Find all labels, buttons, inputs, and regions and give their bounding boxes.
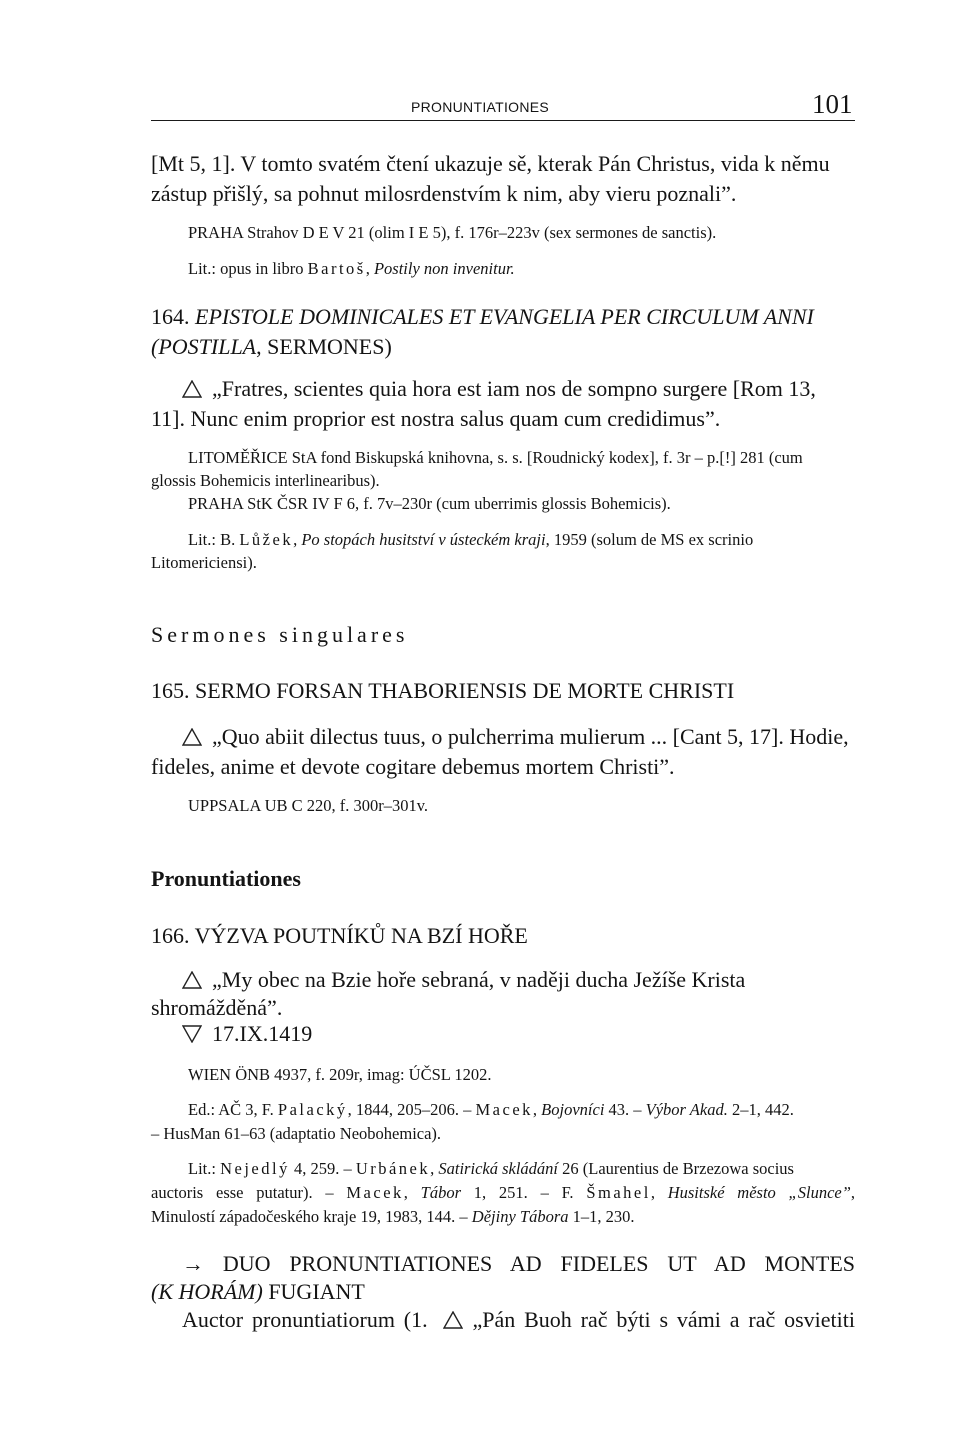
incipit-triangle-icon (443, 1311, 463, 1329)
ed-text: 2–1, 442. (727, 1100, 794, 1119)
cross-ref-text (182, 1306, 855, 1333)
entry-166-incipit-1 (182, 966, 855, 993)
incipit-text: „Fratres, scientes quia hora est iam nos de sompno surgere [Rom 13, (212, 376, 816, 401)
running-title: PRONUNTIATIONES (411, 99, 550, 115)
title-italic: (POSTILLA (151, 334, 257, 359)
intro-line-2: zástup přišlý, sa pohnut milosrdenstvím k nim, aby vieru poznali”. (151, 181, 737, 206)
ed-text: Ed.: AČ 3, F. (188, 1100, 278, 1119)
entry-164-ms-1: LITOMĚŘICE StA fond Biskupská knihovna, s. s. [Roudnický kodex], f. 3r – p.[!] 281 (cum (188, 448, 803, 467)
lit-text: , (430, 1159, 439, 1178)
lit-author: Macek (346, 1183, 404, 1202)
title-rest: FUGIANT (262, 1279, 365, 1304)
entry-166-edition-2: – HusMan 61–63 (adaptatio Neobohemica). (151, 1124, 442, 1143)
explicit-triangle-down-icon (182, 1025, 202, 1043)
lit-text: auctoris esse putatur). – (151, 1183, 347, 1202)
lit-work: Dějiny Tábora (471, 1207, 569, 1226)
lit-author: Lůžek (239, 530, 294, 549)
lit-work: Husitské město „Slunce” (667, 1183, 851, 1202)
cross-ref-text-b: „Pán Buoh rač býti s vámi a rač osvietiti (472, 1307, 855, 1332)
title-italic: (K HORÁM) (151, 1279, 263, 1304)
entry-165-incipit-2: fideles, anime et devote cogitare debemus mortem Christi”. (151, 754, 675, 779)
entry-number: 165. (151, 678, 190, 703)
entry-166-literature-3 (151, 1206, 855, 1228)
entry-165-title (151, 677, 855, 704)
date-text: 17.IX.1419 (212, 1021, 313, 1046)
ed-author: Palacký (277, 1100, 348, 1119)
ed-text: , (532, 1100, 542, 1119)
entry-164-title (151, 303, 855, 330)
entry-166-edition-1 (188, 1099, 855, 1121)
incipit-text: „Quo abiit dilectus tuus, o pulcherrima mulierum ... [Cant 5, 17]. Hodie, (212, 724, 849, 749)
lit-work: Po stopách husitství v ústeckém kraji (301, 530, 546, 549)
cross-ref-title-2 (151, 1278, 855, 1305)
entry-title-line-1: EPISTOLE DOMINICALES ET EVANGELIA PER CIRCULUM ANNI (195, 304, 814, 329)
entry-164-ms-3: PRAHA StK ČSR IV F 6, f. 7v–230r (cum uberrimis glossis Bohemicis). (188, 494, 671, 513)
entry-title: SERMO FORSAN THABORIENSIS DE MORTE CHRISTI (195, 678, 735, 703)
cross-ref-title-1 (182, 1250, 855, 1277)
lit-text: , (650, 1183, 668, 1202)
cross-ref-title: DUO PRONUNTIATIONES AD FIDELES UT AD MONTES (222, 1251, 856, 1276)
lit-text: Lit.: (188, 1159, 221, 1178)
lit-author: Šmahel (586, 1183, 651, 1202)
entry-164-literature-2: Litomericiensi). (151, 553, 257, 572)
incipit-triangle-icon (182, 971, 202, 989)
entry-164-title-2 (151, 333, 855, 360)
entry-165-ms: UPPSALA UB C 220, f. 300r–301v. (188, 796, 429, 815)
entry-164-ms-2: glossis Bohemicis interlinearibus). (151, 471, 380, 490)
entry-number: 166. (151, 923, 190, 948)
ed-text: 43. – (604, 1100, 646, 1119)
lit-work: Satirická skládání (438, 1159, 558, 1178)
lit-text: , (403, 1183, 421, 1202)
entry-165-incipit-1 (182, 723, 855, 750)
entry-166-ms: WIEN ÖNB 4937, f. 209r, imag: ÚČSL 1202. (188, 1065, 492, 1084)
header-rule (151, 120, 855, 121)
lit-work: Tábor (420, 1183, 462, 1202)
lit-author: Bartoš (307, 259, 366, 278)
ed-author: Macek (475, 1100, 533, 1119)
lit-text: Minulostí západočeského kraje 19, 1983, 144. – (151, 1207, 472, 1226)
cross-ref-arrow-icon: → (182, 1251, 204, 1276)
lit-text: , (850, 1183, 856, 1202)
entry-166-literature-1 (188, 1158, 855, 1180)
entry-166-incipit-2: shromážděná”. (151, 995, 283, 1020)
section-heading-singulares: Sermones singulares (151, 622, 409, 647)
lit-text: 4, 259. – (289, 1159, 356, 1178)
lit-text: 1–1, 230. (568, 1207, 635, 1226)
incipit-text: „My obec na Bzie hoře sebraná, v naději ducha Ježíše Krista (212, 967, 746, 992)
intro-line-1: [Mt 5, 1]. V tomto svatém čtení ukazuje sě, kterak Pán Christus, vida k němu (151, 151, 830, 176)
ed-work: Výbor Akad. (645, 1100, 728, 1119)
title-rest: , SERMONES) (256, 334, 392, 359)
section-heading-pronuntiationes: Pronuntiationes (151, 866, 301, 891)
intro-literature: Lit.: opus in libro Bartoš, Postily non invenitur. (188, 259, 515, 278)
lit-work: Postily non invenitur. (373, 259, 515, 278)
lit-author: Nejedlý (220, 1159, 290, 1178)
lit-prefix: Lit.: B. (188, 530, 240, 549)
entry-166-date (182, 1020, 855, 1047)
lit-prefix: Lit.: opus in libro (188, 259, 308, 278)
lit-text: 1, 251. – F. (461, 1183, 587, 1202)
entry-164-incipit-1 (182, 375, 855, 402)
page-number: 101 (812, 89, 853, 119)
intro-manuscript: PRAHA Strahov D E V 21 (olim I E 5), f. 176r–223v (sex sermones de sanctis). (188, 223, 717, 242)
cross-ref-text-a: Auctor pronuntiatiorum (1. (182, 1307, 437, 1332)
lit-rest: , 1959 (solum de MS ex scrinio (545, 530, 754, 549)
lit-author: Urbánek (355, 1159, 431, 1178)
ed-work: Bojovníci (541, 1100, 605, 1119)
entry-164-literature: Lit.: B. Lůžek, Po stopách husitství v ústeckém kraji, 1959 (solum de MS ex scrinio (188, 530, 754, 549)
lit-text: 26 (Laurentius de Brzezowa socius (558, 1159, 794, 1178)
entry-164-incipit-2: 11]. Nunc enim proprior est nostra salus quam cum credidimus”. (151, 406, 721, 431)
incipit-triangle-icon (182, 728, 202, 746)
entry-number: 164. (151, 304, 190, 329)
ed-text: , 1844, 205–206. – (347, 1100, 476, 1119)
incipit-triangle-icon (182, 380, 202, 398)
entry-166-literature-2 (151, 1182, 855, 1204)
entry-166-title (151, 922, 855, 949)
entry-title: VÝZVA POUTNÍKŮ NA BZÍ HOŘE (194, 923, 528, 948)
